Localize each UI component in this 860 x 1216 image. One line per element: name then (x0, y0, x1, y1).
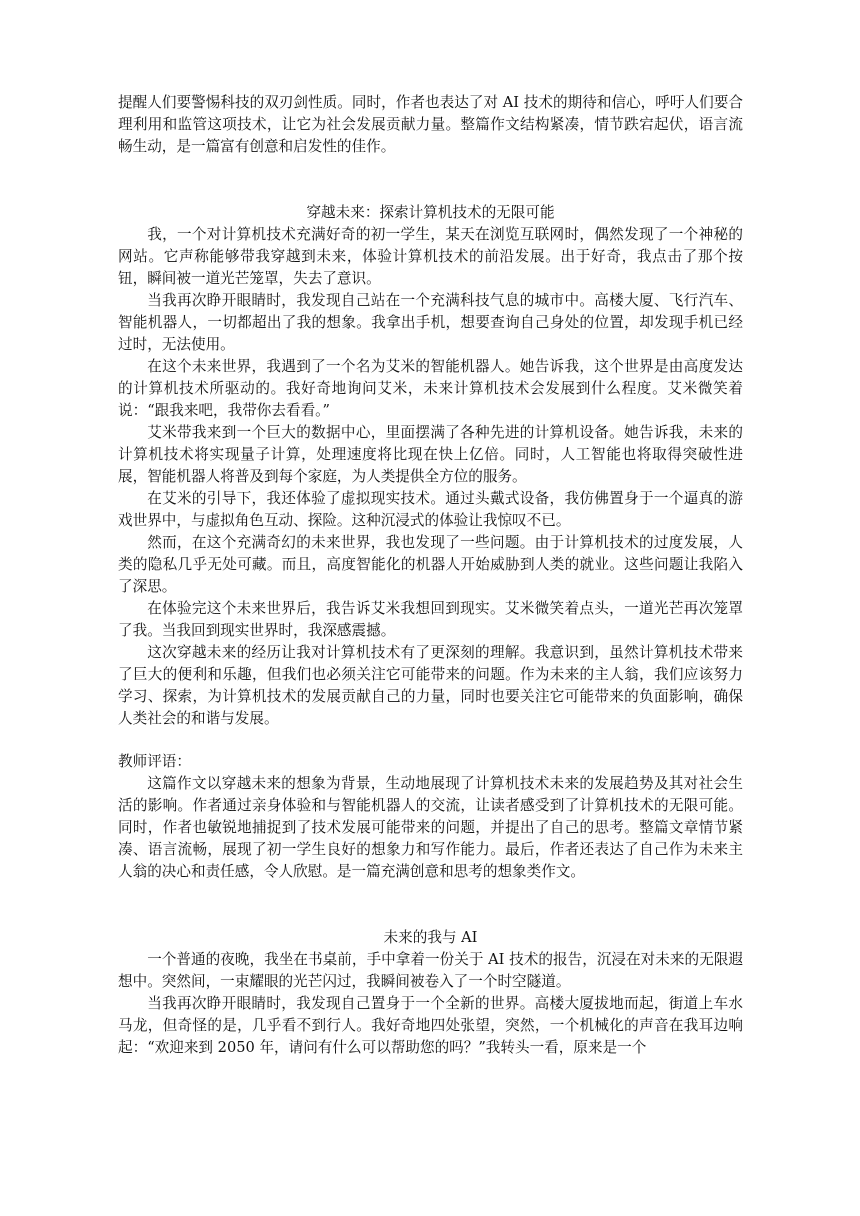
essay1-title: 穿越未来：探索计算机技术的无限可能 (306, 204, 555, 221)
section-spacer (118, 883, 743, 927)
essay1-paragraph-3: 在这个未来世界，我遇到了一个名为艾米的智能机器人。她告诉我，这个世界是由高度发达的计算机技术所驱动的。我好奇地询问艾米，未来计算机技术会发展到什么程度。艾米微笑着说：“跟我来吧，我带你去看看。” (118, 358, 743, 419)
essay1-paragraph-2: 当我再次睁开眼睛时，我发现自己站在一个充满科技气息的城市中。高楼大厦、飞行汽车、智能机器人，一切都超出了我的想象。我拿出手机，想要查询自己身处的位置，却发现手机已经过时，无法使用。 (118, 292, 743, 353)
essay1-paragraph-4: 艾米带我来到一个巨大的数据中心，里面摆满了各种先进的计算机设备。她告诉我，未来的计算机技术将实现量子计算，处理速度将比现在快上亿倍。同时，人工智能也将取得突破性进展，智能机器人将普及到每个家庭，为人类提供全方位的服务。 (118, 424, 743, 485)
essay1-paragraph-8: 这次穿越未来的经历让我对计算机技术有了更深刻的理解。我意识到，虽然计算机技术带来了巨大的便利和乐趣，但我们也必须关注它可能带来的问题。作为未来的主人翁，我们应该努力学习、探索，为计算机技术的发展贡献自己的力量，同时也要关注它可能带来的负面影响，确保人类社会的和谐与发展。 (118, 644, 743, 727)
document-page (118, 92, 743, 1059)
comment-spacer (118, 730, 743, 751)
essay2-title: 未来的我与 AI (383, 929, 478, 946)
essay2-paragraph-2: 当我再次睁开眼睛时，我发现自己置身于一个全新的世界。高楼大厦拔地而起，街道上车水马龙，但奇怪的是，几乎看不到行人。我好奇地四处张望，突然，一个机械化的声音在我耳边响起：“欢迎来到 2050 年，请问有什么可以帮助您的吗？”我转头一看，原来是一个 (118, 995, 743, 1056)
essay1-paragraph-1: 我，一个对计算机技术充满好奇的初一学生，某天在浏览互联网时，偶然发现了一个神秘的网站。它声称能够带我穿越到未来，体验计算机技术的前沿发展。出于好奇，我点击了那个按钮，瞬间被一道光芒笼罩，失去了意识。 (118, 226, 743, 287)
essay1-paragraph-7: 在体验完这个未来世界后，我告诉艾米我想回到现实。艾米微笑着点头，一道光芒再次笼罩了我。当我回到现实世界时，我深感震撼。 (118, 600, 743, 639)
essay1-paragraph-5: 在艾米的引导下，我还体验了虚拟现实技术。通过头戴式设备，我仿佛置身于一个逼真的游戏世界中，与虚拟角色互动、探险。这种沉浸式的体验让我惊叹不已。 (118, 490, 743, 529)
section-spacer (118, 158, 743, 202)
essay2-paragraph-1: 一个普通的夜晚，我坐在书桌前，手中拿着一份关于 AI 技术的报告，沉浸在对未来的无限遐想中。突然间，一束耀眼的光芒闪过，我瞬间被卷入了一个时空隧道。 (118, 951, 743, 990)
essay1-paragraph-6: 然而，在这个充满奇幻的未来世界，我也发现了一些问题。由于计算机技术的过度发展，人类的隐私几乎无处可藏。而且，高度智能化的机器人开始威胁到人类的就业。这些问题让我陷入了深思。 (118, 534, 743, 595)
intro-comment-paragraph: 提醒人们要警惕科技的双刃剑性质。同时，作者也表达了对 AI 技术的期待和信心，呼吁人们要合理利用和监管这项技术，让它为社会发展贡献力量。整篇作文结构紧凑，情节跌宕起伏，语言流畅生动，是一篇富有创意和启发性的佳作。 (118, 94, 743, 155)
essay1-comment-label: 教师评语： (118, 753, 191, 770)
essay1-comment: 这篇作文以穿越未来的想象为背景，生动地展现了计算机技术未来的发展趋势及其对社会生活的影响。作者通过亲身体验和与智能机器人的交流，让读者感受到了计算机技术的无限可能。同时，作者也敏锐地捕捉到了技术发展可能带来的问题，并提出了自己的思考。整篇文章情节紧凑、语言流畅，展现了初一学生良好的想象力和写作能力。最后，作者还表达了自己作为未来主人翁的决心和责任感，令人欣慰。是一篇充满创意和思考的想象类作文。 (118, 775, 743, 880)
